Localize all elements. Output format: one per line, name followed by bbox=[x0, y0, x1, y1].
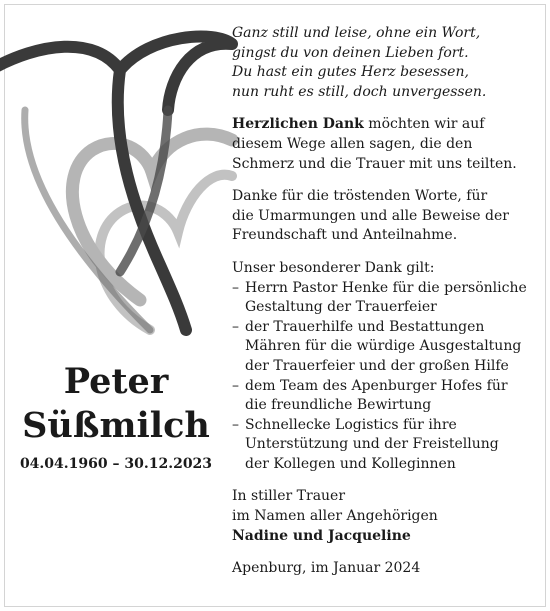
list-item-line: Schnellecke Logistics für ihre bbox=[245, 416, 457, 433]
deceased-last-name: Süßmilch bbox=[22, 405, 210, 446]
deceased-first-name: Peter bbox=[63, 361, 169, 402]
list-item-line: der Kollegen und Kolleginnen bbox=[245, 455, 456, 472]
poem-line: gingst du von deinen Lieben fort. bbox=[232, 44, 469, 61]
mourning-line: In stiller Trauer bbox=[232, 488, 346, 505]
thanks-line: Schmerz und die Trauer mit uns teilten. bbox=[232, 155, 517, 172]
thanks-line: möchten wir auf bbox=[363, 116, 485, 133]
place-date: Apenburg, im Januar 2024 bbox=[232, 560, 421, 577]
thanks-line: diesem Wege allen sagen, die den bbox=[232, 135, 473, 152]
list-item bbox=[232, 377, 532, 416]
list-item-line: die freundliche Bewirtung bbox=[245, 397, 432, 414]
condolence-text bbox=[232, 24, 532, 579]
comfort-line: die Umarmungen und alle Beweise der bbox=[232, 207, 509, 224]
poem-line: Du hast ein gutes Herz besessen, bbox=[232, 64, 469, 81]
poem-line: Ganz still und leise, ohne ein Wort, bbox=[232, 25, 481, 41]
special-thanks-intro: Unser besonderer Dank gilt: bbox=[232, 259, 435, 276]
list-item-line: der Trauerfeier und der großen Hilfe bbox=[245, 357, 509, 374]
special-thanks bbox=[232, 259, 532, 475]
mourning-names: Nadine und Jacqueline bbox=[232, 527, 411, 544]
thanks-paragraph bbox=[232, 115, 532, 174]
dash: – bbox=[232, 318, 239, 335]
deceased-life-dates: 04.04.1960 – 30.12.2023 bbox=[19, 456, 213, 472]
list-item bbox=[232, 279, 532, 318]
list-item-line: Unterstützung und der Freistellung bbox=[245, 436, 499, 453]
mourning-signature bbox=[232, 487, 532, 546]
dash: – bbox=[232, 377, 239, 394]
dash: – bbox=[232, 416, 239, 433]
dash: – bbox=[232, 279, 239, 296]
list-item-line: Mähren für die würdige Ausgestaltung bbox=[245, 338, 522, 355]
list-item bbox=[232, 318, 532, 377]
thanks-bold: Herzlichen Dank bbox=[232, 116, 364, 133]
list-item-line: Gestaltung der Trauerfeier bbox=[245, 299, 437, 316]
list-item bbox=[232, 416, 532, 475]
comfort-line: Danke für die tröstenden Worte, für bbox=[232, 188, 488, 205]
poem-line: nun ruht es still, doch unvergessen. bbox=[232, 83, 487, 100]
list-item-line: dem Team des Apenburger Hofes für bbox=[245, 377, 508, 394]
list-item-line: der Trauerhilfe und Bestattungen bbox=[245, 318, 485, 335]
list-item-line: Herrn Pastor Henke für die persönliche bbox=[245, 279, 527, 296]
comfort-line: Freundschaft und Anteilnahme. bbox=[232, 227, 458, 244]
comfort-paragraph bbox=[232, 187, 532, 246]
mourning-line: im Namen aller Angehörigen bbox=[232, 508, 438, 525]
hearts-icon bbox=[0, 0, 240, 380]
poem bbox=[232, 24, 532, 102]
